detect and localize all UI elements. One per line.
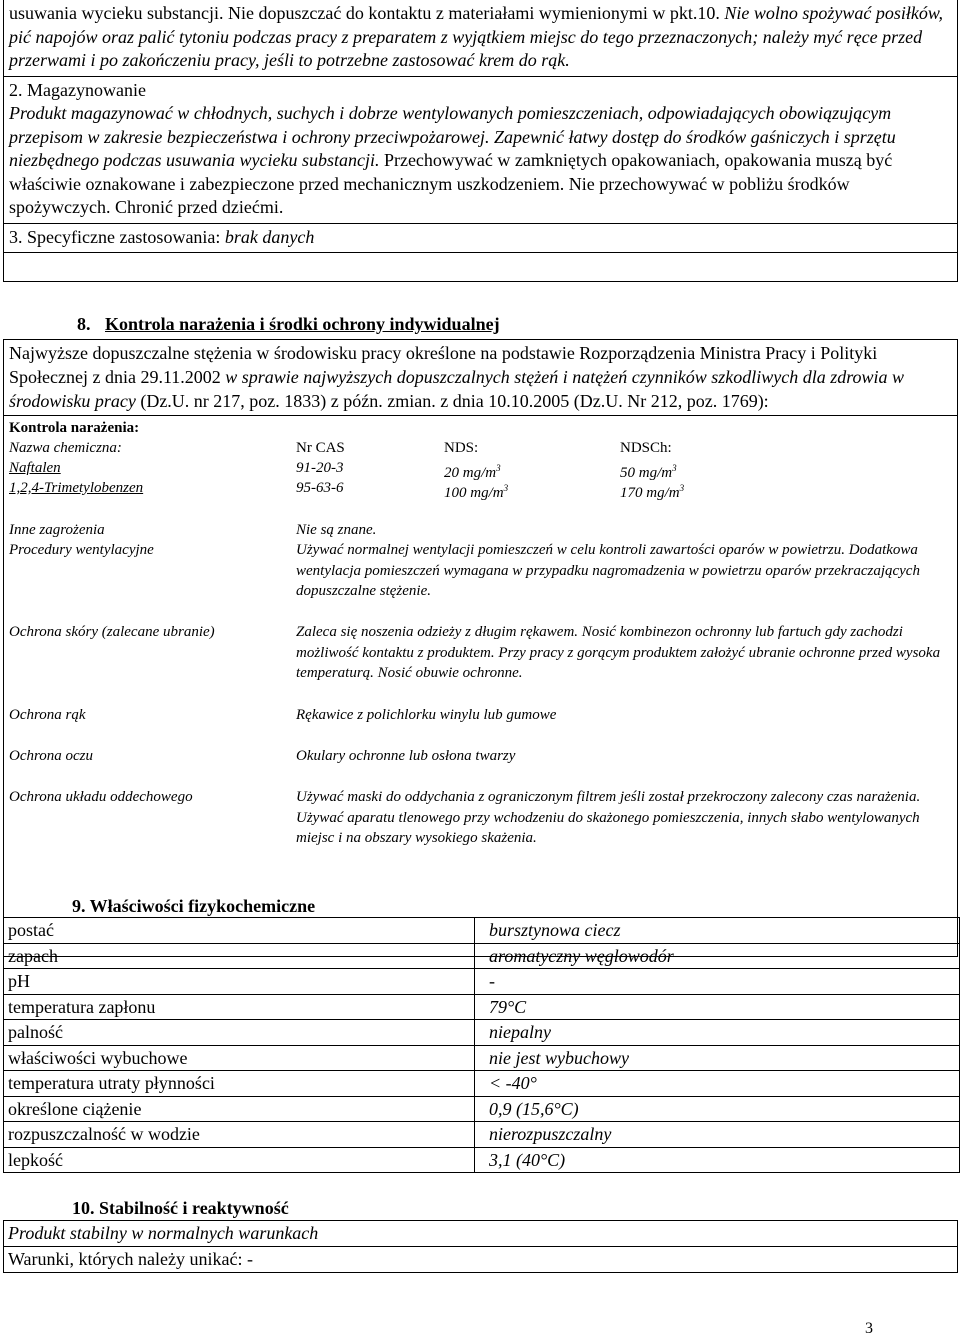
- table-row: [4, 1147, 960, 1173]
- substance-cas: 95-63-6: [296, 480, 344, 496]
- substance-name: 1,2,4-Trimetylobenzen: [9, 480, 144, 496]
- other-hazards-value: Nie są znane.: [296, 522, 377, 538]
- handling-paragraph: [4, 0, 957, 76]
- ventilation-label: Procedury wentylacyjne: [9, 542, 154, 558]
- section8-box: [3, 339, 958, 957]
- unit: mg/m: [462, 465, 497, 481]
- handling-text-normal: usuwania wycieku substancji. Nie dopuszczać do kontaktu z materiałami wymienionymi w pkt.10.: [9, 3, 725, 23]
- storage-heading: 2. Magazynowanie: [9, 79, 146, 100]
- other-hazards-label: Inne zagrożenia: [9, 522, 105, 538]
- nds-value: 20: [444, 465, 459, 481]
- property-key: właściwości wybuchowe: [4, 1045, 475, 1071]
- property-key: określone ciążenie: [4, 1096, 475, 1122]
- storage-text-italic: Produkt magazynować w chłodnych, suchych i dobrze wentylowanych pomieszczeniach, odpowiadających obowiązującym przepisom w zakresie bezpieczeństwa i ochrony przeciwpożarowej. Zapewnić łatwy dostęp do środków gaśniczych i sprzętu niezbędnego podczas usuwania wycieku substancji.: [9, 103, 896, 170]
- skin-protection-value: Zaleca się noszenia odzieży z długim rękawem. Nosić kombinezon ochronny lub fartuch gdy zachodzi możliwość kontaktu z produktem. Przy pracy z gorącym produktem założyć ubranie ochronne przed wysoka temperaturą. Nosić obuwie ochronne.: [296, 624, 941, 681]
- empty-row: [4, 252, 957, 281]
- property-value: nie jest wybuchowy: [474, 1045, 959, 1071]
- col-header-ndsch: NDSCh:: [620, 440, 672, 456]
- respiratory-protection-value: Używać maski do oddychania z ograniczonym filtrem jeśli został przekroczony zalecony czas narażenia. Używać aparatu tlenowego przy wchodzeniu do skażonego pomieszczenia, innych słabo wentylowanych miejsc i na obszary wysokiego skażenia.: [296, 789, 921, 846]
- property-key: pH: [4, 969, 475, 995]
- property-value: 3,1 (40°C): [474, 1147, 959, 1173]
- table-row: [4, 918, 960, 944]
- substance-cas: 91-20-3: [296, 460, 344, 476]
- table-row: [4, 1045, 960, 1071]
- property-key: temperatura utraty płynności: [4, 1071, 475, 1097]
- ndsch-value: 50: [620, 465, 635, 481]
- col-header-nds: NDS:: [444, 440, 479, 456]
- intro-text-a: Najwyższe dopuszczalne stężenia w środowisku pracy określone na podstawie Rozporządzenia Ministra Pracy i Polityki Społecznej z dnia 29.11.2002: [9, 343, 878, 387]
- unit: mg/m: [470, 485, 504, 501]
- intro-text-italic: w sprawie najwyższych dopuszczalnych stężeń i natężeń czynników szkodliwych dla zdrowia w środowisku pracy: [9, 367, 905, 411]
- table-row: [4, 994, 960, 1020]
- property-value: nierozpuszczalny: [474, 1122, 959, 1148]
- unit-exponent: 3: [503, 483, 509, 493]
- respiratory-protection-label: Ochrona układu oddechowego: [9, 789, 193, 805]
- ndsch-value: 170: [620, 485, 643, 501]
- unit: mg/m: [638, 465, 673, 481]
- unit-exponent: 3: [672, 463, 677, 473]
- table-row: [4, 1096, 960, 1122]
- unit-exponent: 3: [496, 463, 501, 473]
- table-row: [4, 1122, 960, 1148]
- property-key: zapach: [4, 943, 475, 969]
- property-value: bursztynowa ciecz: [474, 918, 959, 944]
- intro-text-c: (Dz.U. nr 217, poz. 1833) z późn. zmian. z dnia 10.10.2005 (Dz.U. Nr 212, poz. 1769):: [135, 391, 769, 411]
- ventilation-value: Używać normalnej wentylacji pomieszczeń w celu kontroli zawartości oparów w powietrzu. Dodatkowa wentylacja pomieszczeń wymagana w przypadku nagromadzenia w powietrzu oparów przekraczających dopuszczalne stężenie.: [296, 542, 920, 599]
- exposure-area: [4, 416, 957, 956]
- eye-protection-value: Okulary ochronne lub osłona twarzy: [296, 748, 516, 764]
- hand-protection-value: Rękawice z polichlorku winylu lub gumowe: [296, 707, 557, 723]
- table-row: [4, 943, 960, 969]
- storage-section: [4, 76, 957, 223]
- properties-table: [3, 917, 960, 1173]
- property-key: palność: [4, 1020, 475, 1046]
- property-key: temperatura zapłonu: [4, 994, 475, 1020]
- substance-name: Naftalen: [9, 460, 61, 476]
- property-value: niepalny: [474, 1020, 959, 1046]
- substance-nds: [444, 478, 508, 504]
- property-value: < -40°: [474, 1071, 959, 1097]
- section9-title: 9. Właściwości fizykochemiczne: [72, 896, 316, 916]
- page-number: 3: [865, 1320, 873, 1337]
- skin-protection-label: Ochrona skóry (zalecane ubranie): [9, 624, 215, 640]
- exposure-label: Kontrola narażenia:: [9, 420, 140, 436]
- property-key: postać: [4, 918, 475, 944]
- handling-text-italic: Nie wolno spożywać posiłków, pić napojów oraz palić tytoniu podczas pracy z preparatem z wyjątkiem miejsc do tego przeznaczonych; należy myć ręce przed przerwami i po zakończeniu pracy, jeśli to potrzebne zastosować krem do rąk.: [9, 3, 943, 70]
- specific-uses-label: 3. Specyficzne zastosowania:: [9, 226, 225, 247]
- table-row: [4, 1071, 960, 1097]
- section8-number: 8.: [77, 314, 91, 334]
- section10-title: 10. Stabilność i reaktywność: [72, 1198, 289, 1218]
- specific-uses-row: [4, 223, 957, 253]
- table-row: [4, 969, 960, 995]
- specific-uses-value: brak danych: [224, 226, 315, 247]
- col-header-cas: Nr CAS: [296, 440, 345, 456]
- property-key: lepkość: [4, 1147, 475, 1173]
- unit-exponent: 3: [679, 483, 685, 493]
- property-value: 79°C: [474, 994, 959, 1020]
- property-value: aromatyczny węglowodór: [474, 943, 959, 969]
- table-row: [4, 1020, 960, 1046]
- section8-title: Kontrola narażenia i środki ochrony indywidualnej: [105, 314, 500, 334]
- storage-text-normal: Przechowywać w zamkniętych opakowaniach, opakowania muszą być właściwie oznakowane i zabezpieczone przed mechanicznym uszkodzeniem. Nie przechowywać w pobliżu środków spożywczych. Chronić przed dziećmi.: [9, 150, 893, 217]
- substance-ndsch: [620, 478, 684, 504]
- conditions-to-avoid: Warunki, których należy unikać: -: [4, 1246, 957, 1272]
- stability-text: Produkt stabilny w normalnych warunkach: [8, 1223, 319, 1243]
- col-header-name: Nazwa chemiczna:: [9, 440, 122, 456]
- unit: mg/m: [646, 485, 680, 501]
- property-key: rozpuszczalność w wodzie: [4, 1122, 475, 1148]
- section8-intro: [4, 340, 957, 416]
- property-value: 0,9 (15,6°C): [474, 1096, 959, 1122]
- property-value: -: [474, 969, 959, 995]
- eye-protection-label: Ochrona oczu: [9, 748, 94, 764]
- section10-box: [3, 1220, 958, 1273]
- handling-storage-box: [3, 0, 958, 282]
- hand-protection-label: Ochrona rąk: [9, 707, 86, 723]
- nds-value: 100: [444, 485, 467, 501]
